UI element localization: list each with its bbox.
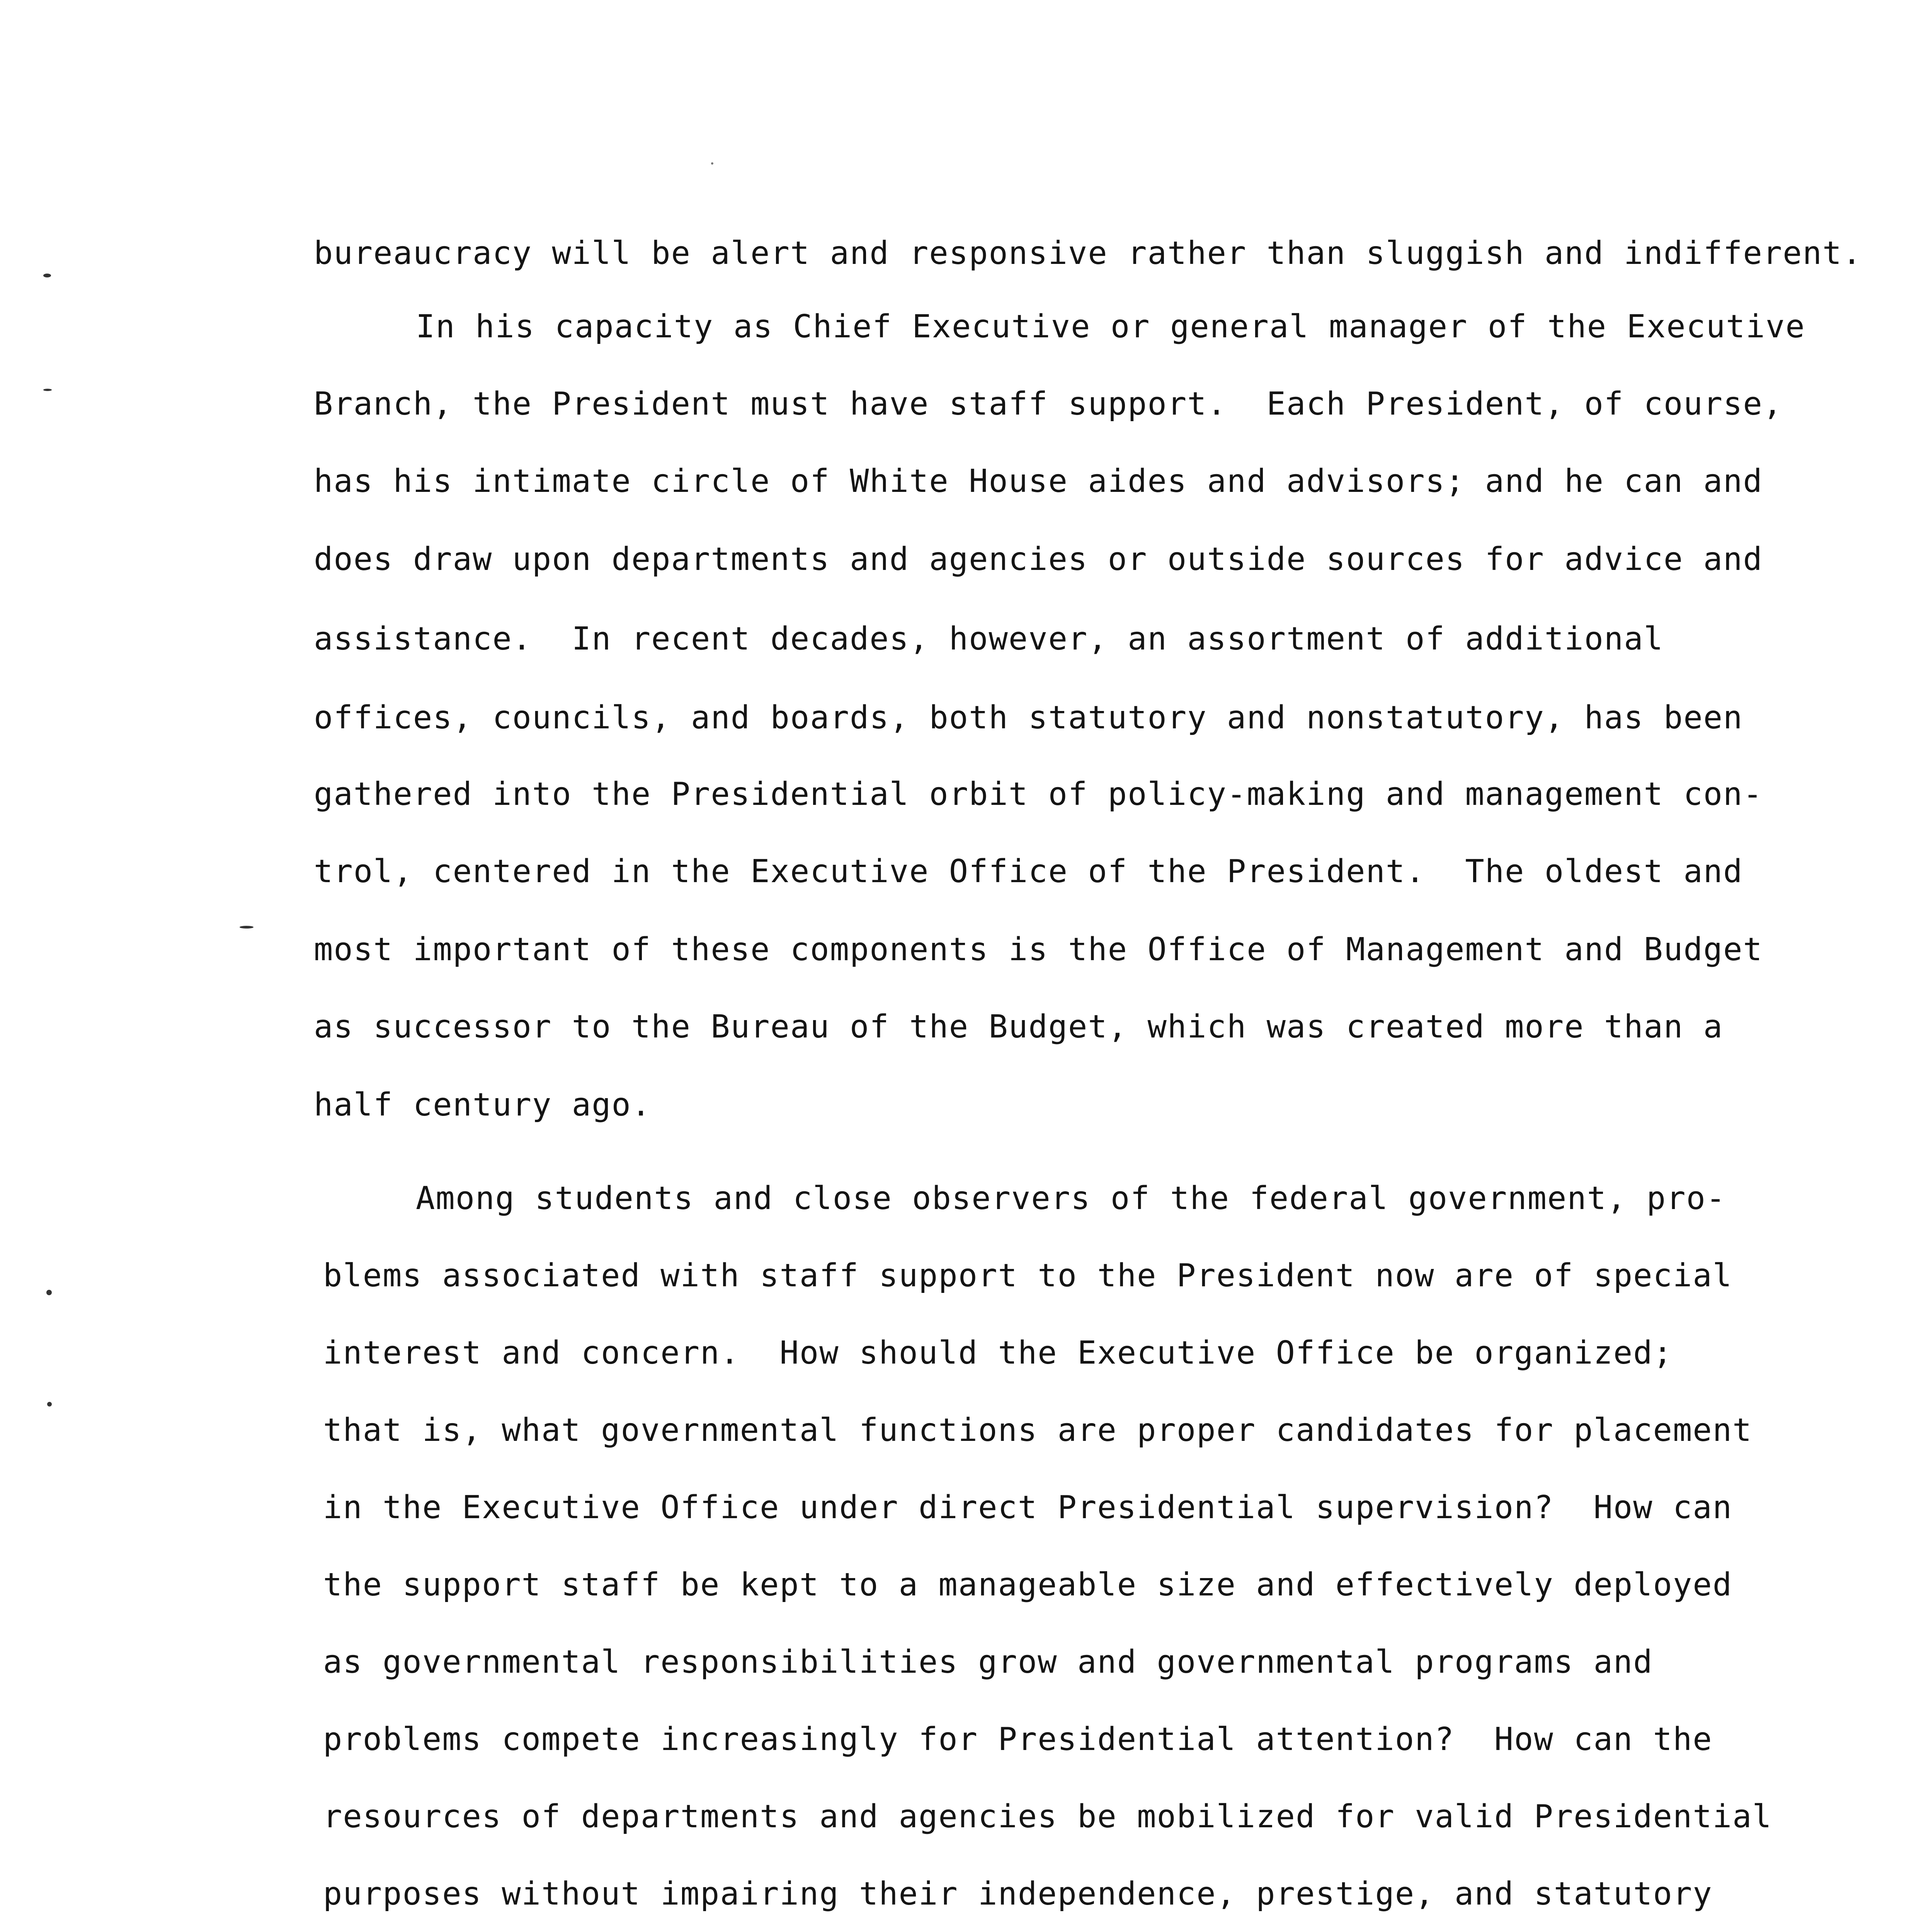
text-line: in the Executive Office under direct Presidential supervision? How can — [323, 1489, 1733, 1526]
scan-mark — [240, 926, 254, 929]
text-line: does draw upon departments and agencies or outside sources for advice and — [314, 541, 1763, 578]
text-line: has his intimate circle of White House aides and advisors; and he can and — [314, 463, 1763, 500]
scan-mark — [711, 162, 713, 165]
text-line: assistance. In recent decades, however, an assortment of additional — [314, 621, 1664, 657]
text-line: most important of these components is the Office of Management and Budget — [314, 931, 1763, 968]
text-line: Among students and close observers of the federal government, pro- — [416, 1180, 1726, 1217]
text-line: half century ago. — [314, 1087, 652, 1123]
text-line: bureaucracy will be alert and responsive rather than sluggish and indifferent. — [314, 235, 1862, 272]
text-line: purposes without impairing their independence, prestige, and statutory — [323, 1876, 1713, 1912]
text-line: problems compete increasingly for Presidential attention? How can the — [323, 1721, 1713, 1758]
text-line: interest and concern. How should the Executive Office be organized; — [323, 1335, 1673, 1371]
text-line: resources of departments and agencies be mobilized for valid Presidential — [323, 1798, 1772, 1835]
scan-mark — [46, 1290, 52, 1295]
scan-mark — [43, 274, 51, 277]
text-line: offices, councils, and boards, both statutory and nonstatutory, has been — [314, 699, 1743, 736]
text-line: Branch, the President must have staff support. Each President, of course, — [314, 386, 1783, 422]
text-line: trol, centered in the Executive Office of the President. The oldest and — [314, 853, 1743, 890]
text-line: as successor to the Bureau of the Budget, which was created more than a — [314, 1009, 1724, 1045]
text-line: blems associated with staff support to the President now are of special — [323, 1257, 1733, 1294]
scan-mark — [43, 389, 52, 391]
text-line: gathered into the Presidential orbit of policy-making and management con- — [314, 776, 1763, 813]
scan-mark — [47, 1402, 52, 1406]
text-line: the support staff be kept to a manageable size and effectively deployed — [323, 1566, 1733, 1603]
text-line: In his capacity as Chief Executive or general manager of the Executive — [416, 308, 1805, 345]
text-line: that is, what governmental functions are proper candidates for placement — [323, 1412, 1752, 1449]
text-line: as governmental responsibilities grow and governmental programs and — [323, 1644, 1653, 1680]
